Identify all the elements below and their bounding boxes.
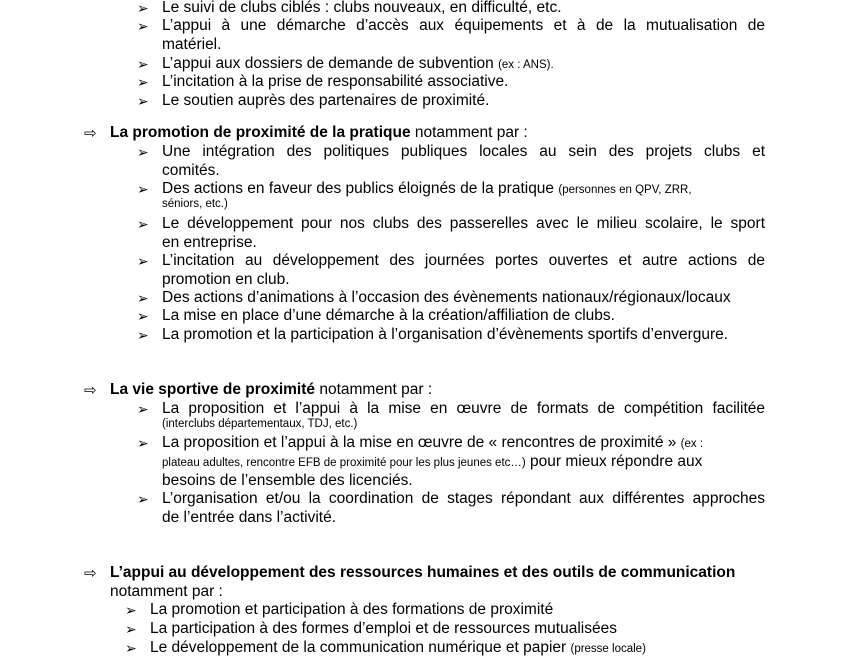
list-item-continuation: comités.	[162, 162, 220, 179]
list-item: L’appui aux dossiers de demande de subvention (ex : ANS).	[162, 55, 554, 72]
list-item-continuation: séniors, etc.)	[162, 198, 228, 210]
list-item-continuation: besoins de l’ensemble des licenciés.	[162, 472, 413, 489]
list-item: L’organisation et/ou la coordination de stages répondant aux différentes approches	[162, 490, 765, 507]
list-item: Le développement pour nos clubs des passerelles avec le milieu scolaire, le sport	[162, 215, 765, 232]
list-item-continuation: (interclubs départementaux, TDJ, etc.)	[162, 418, 358, 430]
list-item: Une intégration des politiques publiques locales au sein des projets clubs et	[162, 143, 765, 160]
list-item-continuation: plateau adultes, rencontre EFB de proximité pour les plus jeunes etc…) pour mieux répondre aux	[162, 453, 703, 470]
arrowhead-bullet-icon: ➢	[125, 621, 137, 637]
list-item: Des actions d’animations à l’occasion des évènements nationaux/régionaux/locaux	[162, 289, 731, 306]
list-item: Le développement de la communication numérique et papier (presse locale)	[150, 639, 646, 656]
arrowhead-bullet-icon: ➢	[137, 435, 149, 451]
list-item: Le soutien auprès des partenaires de proximité.	[162, 92, 490, 109]
list-item: L’incitation à la prise de responsabilité associative.	[162, 73, 509, 90]
list-item: Des actions en faveur des publics éloignés de la pratique (personnes en QPV, ZRR,	[162, 180, 692, 197]
list-item-continuation: de l’entrée dans l’activité.	[162, 509, 337, 526]
list-item-continuation: matériel.	[162, 36, 222, 53]
list-item: Le suivi de clubs ciblés : clubs nouveaux, en difficulté, etc.	[162, 0, 562, 16]
list-item: La mise en place d’une démarche à la création/affiliation de clubs.	[162, 307, 615, 324]
arrowhead-bullet-icon: ➢	[137, 401, 149, 417]
arrowhead-bullet-icon: ➢	[137, 144, 149, 160]
section-heading: La promotion de proximité de la pratique notamment par :	[110, 124, 528, 141]
arrowhead-bullet-icon: ➢	[137, 181, 149, 197]
section-heading-continuation: notamment par :	[110, 583, 223, 600]
list-item: La proposition et l’appui à la mise en œuvre de formats de compétition facilitée	[162, 400, 765, 417]
arrowhead-bullet-icon: ➢	[137, 327, 149, 343]
list-item: La promotion et la participation à l’organisation d’évènements sportifs d’envergure.	[162, 326, 729, 343]
arrowhead-bullet-icon: ➢	[137, 290, 149, 306]
open-right-arrow-icon: ⇨	[84, 125, 97, 142]
list-item-continuation: en entreprise.	[162, 234, 257, 251]
arrowhead-bullet-icon: ➢	[137, 491, 149, 507]
list-item: La participation à des formes d’emploi et de ressources mutualisées	[150, 620, 617, 637]
list-item: La proposition et l’appui à la mise en œuvre de « rencontres de proximité » (ex :	[162, 434, 704, 451]
arrowhead-bullet-icon: ➢	[137, 0, 149, 16]
arrowhead-bullet-icon: ➢	[137, 74, 149, 90]
section-heading: L’appui au développement des ressources humaines et des outils de communication	[110, 564, 736, 581]
open-right-arrow-icon: ⇨	[84, 382, 97, 399]
list-item: L’incitation au développement des journées portes ouvertes et autre actions de	[162, 252, 765, 269]
arrowhead-bullet-icon: ➢	[137, 253, 149, 269]
open-right-arrow-icon: ⇨	[84, 565, 97, 582]
arrowhead-bullet-icon: ➢	[137, 18, 149, 34]
arrowhead-bullet-icon: ➢	[137, 216, 149, 232]
list-item: L’appui à une démarche d’accès aux équipements et à de la mutualisation de	[162, 17, 765, 34]
arrowhead-bullet-icon: ➢	[125, 640, 137, 656]
arrowhead-bullet-icon: ➢	[125, 602, 137, 618]
arrowhead-bullet-icon: ➢	[137, 93, 149, 109]
arrowhead-bullet-icon: ➢	[137, 56, 149, 72]
section-heading: La vie sportive de proximité notamment par :	[110, 381, 433, 398]
list-item: La promotion et participation à des formations de proximité	[150, 601, 554, 618]
arrowhead-bullet-icon: ➢	[137, 308, 149, 324]
list-item-continuation: promotion en club.	[162, 271, 290, 288]
